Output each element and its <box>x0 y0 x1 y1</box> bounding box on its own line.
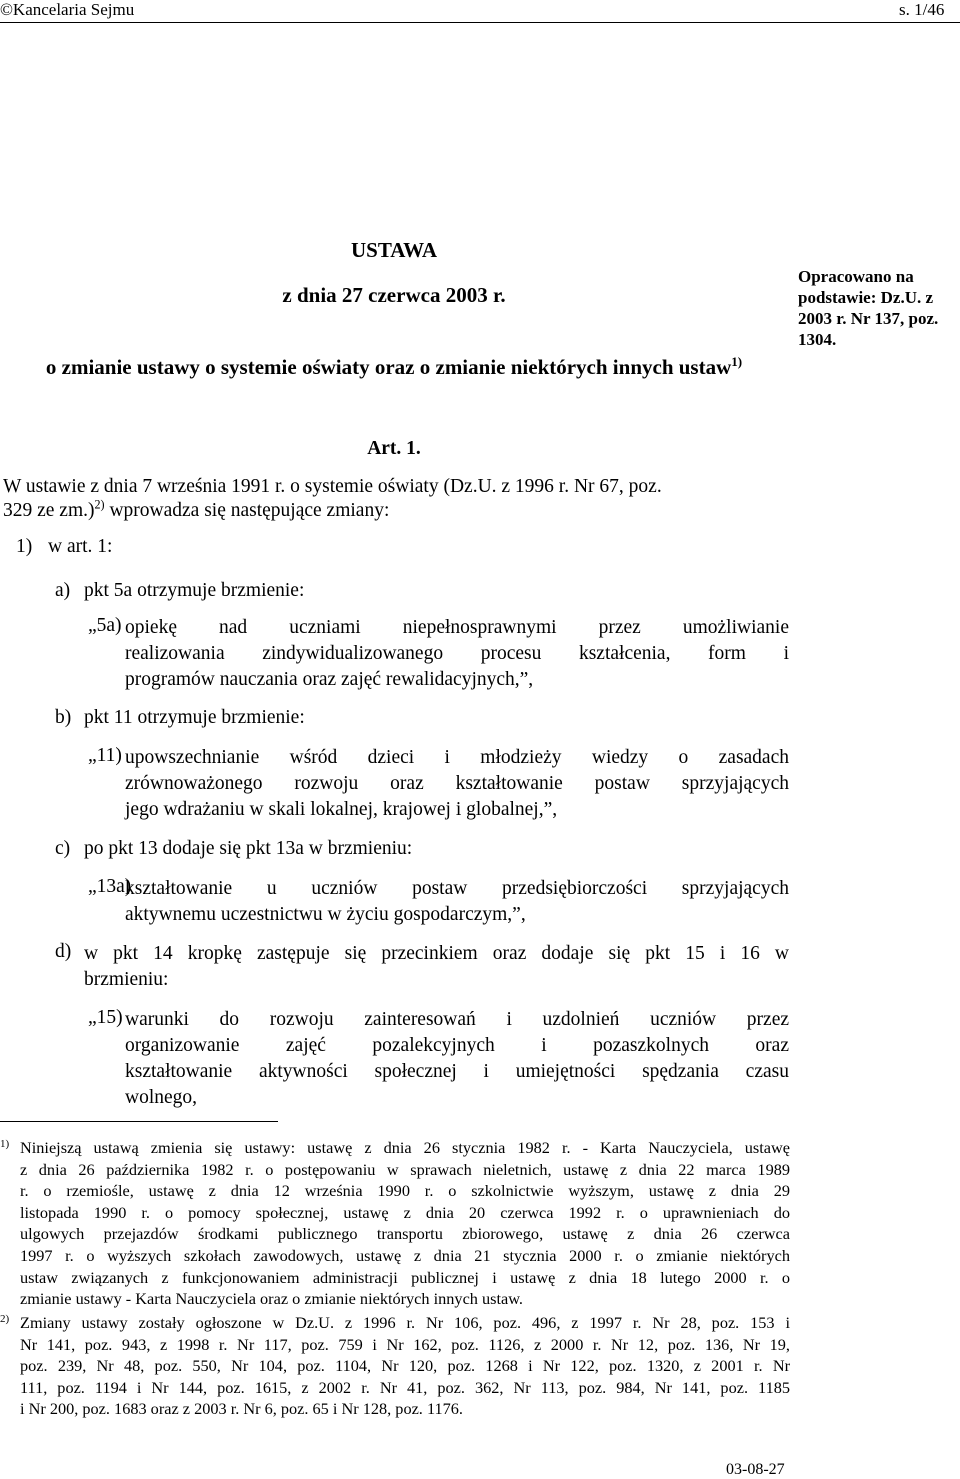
footnote-line: ustaw związanych z funkcjonowaniem administracji publicznej i ustawę z dnia 18 lutego 2000 r. o <box>20 1267 790 1287</box>
footnote-line: Zmiany ustawy zostały ogłoszone w Dz.U. z 1996 r. Nr 106, poz. 496, z 1997 r. Nr 28, poz. 153 i <box>20 1313 790 1332</box>
footnote-divider <box>0 1121 278 1122</box>
item-d-quote-line: kształtowanie aktywności społecznej i umiejętności spędzania czasu <box>125 1061 789 1082</box>
item-b-quote-body <box>125 745 789 823</box>
item-a-quote-number: „5a) <box>88 615 122 636</box>
item-c-letter: c) <box>55 838 71 859</box>
item-d-quote-number: „15) <box>88 1007 123 1028</box>
item-a-quote-line: programów nauczania oraz zajęć rewalidacyjnych,”, <box>125 669 534 690</box>
article-intro-line2-b: wprowadza się następujące zmiany: <box>109 500 390 521</box>
item-a-quote-line: opiekę nad uczniami niepełnosprawnymi przez umożliwianie <box>125 617 789 638</box>
header-source: ©Kancelaria Sejmu <box>0 0 135 19</box>
act-subject <box>0 355 788 380</box>
item-c-text: po pkt 13 dodaje się pkt 13a w brzmieniu: <box>84 838 413 859</box>
item-b-quote-line: zrównoważonego rozwoju oraz kształtowanie postaw sprzyjających <box>125 773 789 794</box>
footnote-line: zmianie ustawy - Karta Nauczyciela oraz o zmianie niektórych innych ustaw. <box>20 1289 524 1309</box>
item-d-letter: d) <box>55 941 72 962</box>
footnote-line: Nr 141, poz. 943, z 1998 r. Nr 117, poz. 759 i Nr 162, poz. 1126, z 2000 r. Nr 12, poz. 136, Nr 19, <box>20 1334 790 1354</box>
item-d-quote-body <box>125 1007 789 1111</box>
item-d-quote-line: organizowanie zajęć pozalekcyjnych i pozaszkolnych oraz <box>125 1035 789 1056</box>
header-page-number: s. 1/46 <box>899 0 945 19</box>
item-c-quote-number: „13a) <box>88 876 132 897</box>
article-intro-line2 <box>3 497 390 522</box>
item-c-quote-line: kształtowanie u uczniów postaw przedsiębiorczości sprzyjających <box>125 878 789 899</box>
footnote-line: Niniejszą ustawą zmienia się ustawy: ustawę z dnia 26 stycznia 1982 r. - Karta Nauczyciela, ustawę <box>20 1138 790 1157</box>
article-intro-line2-a: 329 ze zm.) <box>3 500 95 521</box>
item-d-quote-line: wolnego, <box>125 1087 198 1108</box>
footnote-line: poz. 239, Nr 48, poz. 550, Nr 104, poz. 1104, Nr 120, poz. 1268 i Nr 122, poz. 1320, z 2001 r. Nr <box>20 1356 790 1376</box>
item-c-quote-line: aktywnemu uczestnictwu w życiu gospodarczym,”, <box>125 904 526 925</box>
footnote-2 <box>20 1312 790 1420</box>
point-number: 1) <box>16 536 33 557</box>
item-d-text-line: brzmieniu: <box>84 969 169 990</box>
item-a-text: pkt 5a otrzymuje brzmienie: <box>84 580 305 601</box>
footnote-ref-1: 1) <box>731 354 743 369</box>
source-note: Opracowano na podstawie: Dz.U. z 2003 r. Nr 137, poz. 1304. <box>798 267 939 349</box>
footnote-line: r. o rzemiośle, ustawę z dnia 12 września 1990 r. o szkolnictwie wyższym, ustawę z dnia 29 <box>20 1181 790 1201</box>
footnote-line: listopada 1990 r. o pomocy społecznej, ustawę z dnia 20 czerwca 1992 r. o uprawnieniach do <box>20 1202 790 1222</box>
footnote-2-mark: 2) <box>0 1313 10 1325</box>
footer-date: 03-08-27 <box>726 1461 785 1478</box>
footnote-line: 1997 r. o wyższych szkołach zawodowych, ustawę z dnia 21 stycznia 2000 r. o zmianie niektórych <box>20 1245 790 1265</box>
item-a-letter: a) <box>55 580 71 601</box>
footnote-ref-2: 2) <box>94 497 105 512</box>
footnote-1 <box>20 1137 790 1310</box>
item-d-text <box>84 941 789 993</box>
item-b-letter: b) <box>55 707 72 728</box>
act-subject-text: o zmianie ustawy o systemie oświaty oraz o zmianie niektórych innych ustaw <box>45 355 732 379</box>
point-text: w art. 1: <box>48 536 113 557</box>
item-b-quote-line: jego wdrażaniu w skali lokalnej, krajowej i globalnej,”, <box>125 799 558 820</box>
item-d-text-line: w pkt 14 kropkę zastępuje się przecinkiem oraz dodaje się pkt 15 i 16 w <box>84 943 789 964</box>
article-heading: Art. 1. <box>367 438 421 459</box>
footnote-line: 111, poz. 1194 i Nr 144, poz. 1615, z 2002 r. Nr 41, poz. 362, Nr 113, poz. 984, Nr 141, poz. 1185 <box>20 1377 790 1397</box>
item-b-quote-number: „11) <box>88 745 122 766</box>
item-a-quote-line: realizowania zindywidualizowanego procesu kształcenia, form i <box>125 643 789 664</box>
header-divider <box>0 22 960 23</box>
footnote-line: i Nr 200, poz. 1683 oraz z 2003 r. Nr 6, poz. 65 i Nr 128, poz. 1176. <box>20 1399 463 1419</box>
article-intro-line1: W ustawie z dnia 7 września 1991 r. o systemie oświaty (Dz.U. z 1996 r. Nr 67, poz. <box>3 476 662 497</box>
item-b-text: pkt 11 otrzymuje brzmienie: <box>84 707 305 728</box>
item-d-quote-line: warunki do rozwoju zainteresowań i uzdolnień uczniów przez <box>125 1009 789 1030</box>
act-date: z dnia 27 czerwca 2003 r. <box>282 283 506 307</box>
act-type: USTAWA <box>351 238 437 262</box>
item-c-quote-body <box>125 876 789 928</box>
item-b-quote-line: upowszechnianie wśród dzieci i młodzieży wiedzy o zasadach <box>125 747 789 768</box>
footnote-line: z dnia 26 października 1982 r. o postępowaniu w sprawach nieletnich, ustawę z dnia 22 marca 1989 <box>20 1159 790 1179</box>
footnote-1-mark: 1) <box>0 1138 10 1150</box>
item-a-quote-body <box>125 615 789 693</box>
footnote-line: ulgowych przejazdów środkami publicznego transportu zbiorowego, ustawę z dnia 26 czerwca <box>20 1224 790 1244</box>
